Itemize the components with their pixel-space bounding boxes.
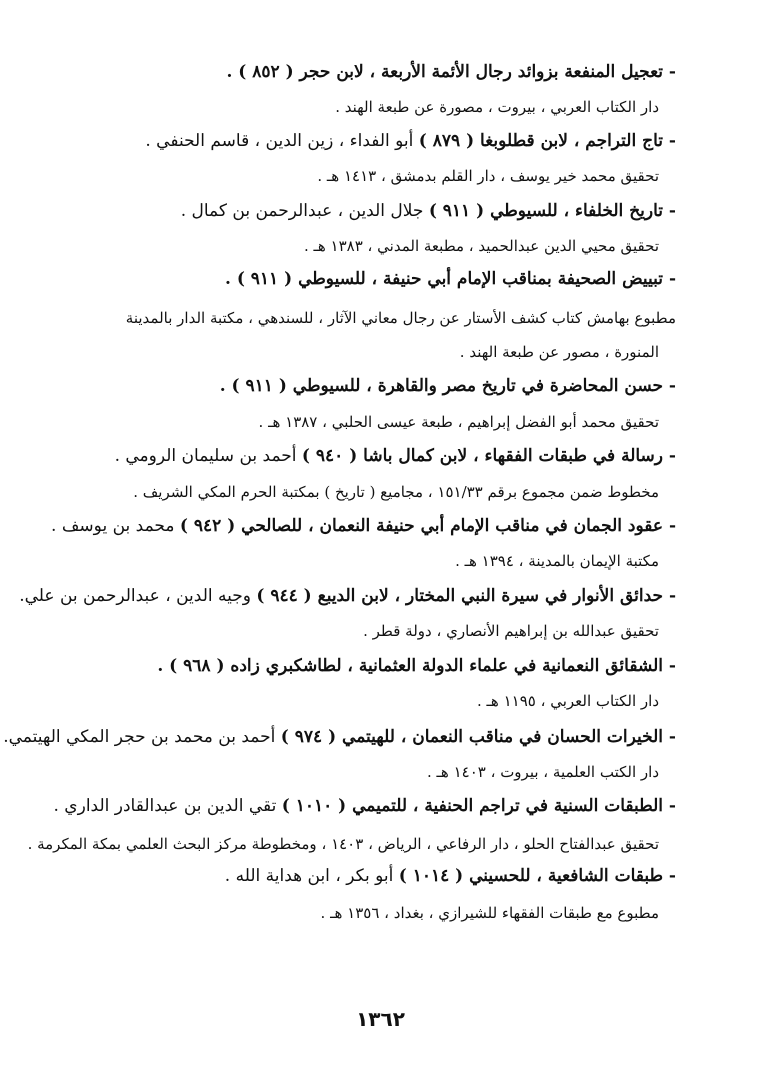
entry-title-text: - الخيرات الحسان في مناقب النعمان ، للهيتمي ( ٩٧٤ ) xyxy=(280,727,676,747)
entry-title xyxy=(19,586,676,606)
entry-title-text: - عقود الجمان في مناقب الإمام أبي حنيفة النعمان ، للصالحي ( ٩٤٢ ) xyxy=(179,516,676,536)
entry-title xyxy=(76,269,676,289)
entry-detail: تحقيق عبدالله بن إبراهيم الأنصاري ، دولة قطر . xyxy=(363,622,659,640)
entry-title xyxy=(76,201,676,221)
entry-title-text: - تبييض الصحيفة بمناقب الإمام أبي حنيفة ، للسيوطي ( ٩١١ ) . xyxy=(224,269,676,289)
entry-detail: مخطوط ضمن مجموع برقم ١٥١/٣٣ ، مجاميع ( تاريخ ) بمكتبة الحرم المكي الشريف . xyxy=(133,483,659,501)
entry-title-text: - الطبقات السنية في تراجم الحنفية ، للتميمي ( ١٠١٠ ) xyxy=(281,796,676,816)
entry-title xyxy=(76,866,676,886)
entry-author-text: جلال الدين ، عبدالرحمن بن كمال . xyxy=(180,201,429,221)
page-number: ١٣٦٢ xyxy=(356,1007,405,1031)
entry-title-text: - طبقات الشافعية ، للحسيني ( ١٠١٤ ) xyxy=(398,866,676,886)
entry-title xyxy=(53,796,676,816)
entry-detail: دار الكتب العلمية ، بيروت ، ١٤٠٣ هـ . xyxy=(426,763,659,781)
entry-title-text: - الشقائق النعمانية في علماء الدولة العثمانية ، لطاشكبري زاده ( ٩٦٨ ) . xyxy=(157,656,676,676)
entry-title-text: - رسالة في طبقات الفقهاء ، لابن كمال باشا ( ٩٤٠ ) xyxy=(301,446,676,466)
entry-title-text: - حدائق الأنوار في سيرة النبي المختار ، لابن الديبع ( ٩٤٤ ) xyxy=(256,586,676,606)
entry-detail: مطبوع مع طبقات الفقهاء للشيرازي ، بغداد ، ١٣٥٦ هـ . xyxy=(320,904,659,922)
entry-author-text: أبو بكر ، ابن هداية الله . xyxy=(224,866,399,886)
entry-title xyxy=(3,727,676,747)
entry-detail: مطبوع بهامش كتاب كشف الأستار عن رجال معاني الآثار ، للسندهي ، مكتبة الدار بالمدينة xyxy=(125,309,676,327)
entry-detail: تحقيق محمد أبو الفضل إبراهيم ، طبعة عيسى الحلبي ، ١٣٨٧ هـ . xyxy=(258,413,659,431)
entry-title-text: - تاج التراجم ، لابن قطلوبغا ( ٨٧٩ ) xyxy=(418,131,676,151)
entry-title xyxy=(76,131,676,151)
entry-title xyxy=(76,62,676,82)
entry-author-text: محمد بن يوسف . xyxy=(51,516,180,536)
entry-detail: تحقيق عبدالفتاح الحلو ، دار الرفاعي ، الرياض ، ١٤٠٣ ، ومخطوطة مركز البحث العلمي بمكة المكرمة . xyxy=(27,835,659,853)
entry-title-text: - تاريخ الخلفاء ، للسيوطي ( ٩١١ ) xyxy=(428,201,676,221)
entry-author-text: أحمد بن محمد بن حجر المكي الهيتمي. xyxy=(3,727,281,747)
entry-title xyxy=(76,376,676,396)
entry-detail: المنورة ، مصور عن طبعة الهند . xyxy=(459,343,659,361)
entry-author-text: أبو الفداء ، زين الدين ، قاسم الحنفي . xyxy=(145,131,419,151)
entry-title xyxy=(76,656,676,676)
entry-author-text: تقي الدين بن عبدالقادر الداري . xyxy=(53,796,282,816)
entry-author-text: وجيه الدين ، عبدالرحمن بن علي. xyxy=(19,586,257,606)
entry-title xyxy=(76,446,676,466)
entry-author-text: أحمد بن سليمان الرومي . xyxy=(114,446,302,466)
entry-title-text: - تعجيل المنفعة بزوائد رجال الأئمة الأربعة ، لابن حجر ( ٨٥٢ ) . xyxy=(226,62,676,82)
entry-detail: دار الكتاب العربي ، بيروت ، مصورة عن طبعة الهند . xyxy=(335,98,659,116)
entry-detail: دار الكتاب العربي ، ١١٩٥ هـ . xyxy=(476,692,659,710)
entry-title-text: - حسن المحاضرة في تاريخ مصر والقاهرة ، للسيوطي ( ٩١١ ) . xyxy=(219,376,676,396)
entry-detail: تحقيق محيي الدين عبدالحميد ، مطبعة المدني ، ١٣٨٣ هـ . xyxy=(303,237,659,255)
entry-detail: مكتبة الإيمان بالمدينة ، ١٣٩٤ هـ . xyxy=(455,552,659,570)
entry-detail: تحقيق محمد خير يوسف ، دار القلم بدمشق ، ١٤١٣ هـ . xyxy=(317,167,659,185)
entry-title xyxy=(51,516,676,536)
